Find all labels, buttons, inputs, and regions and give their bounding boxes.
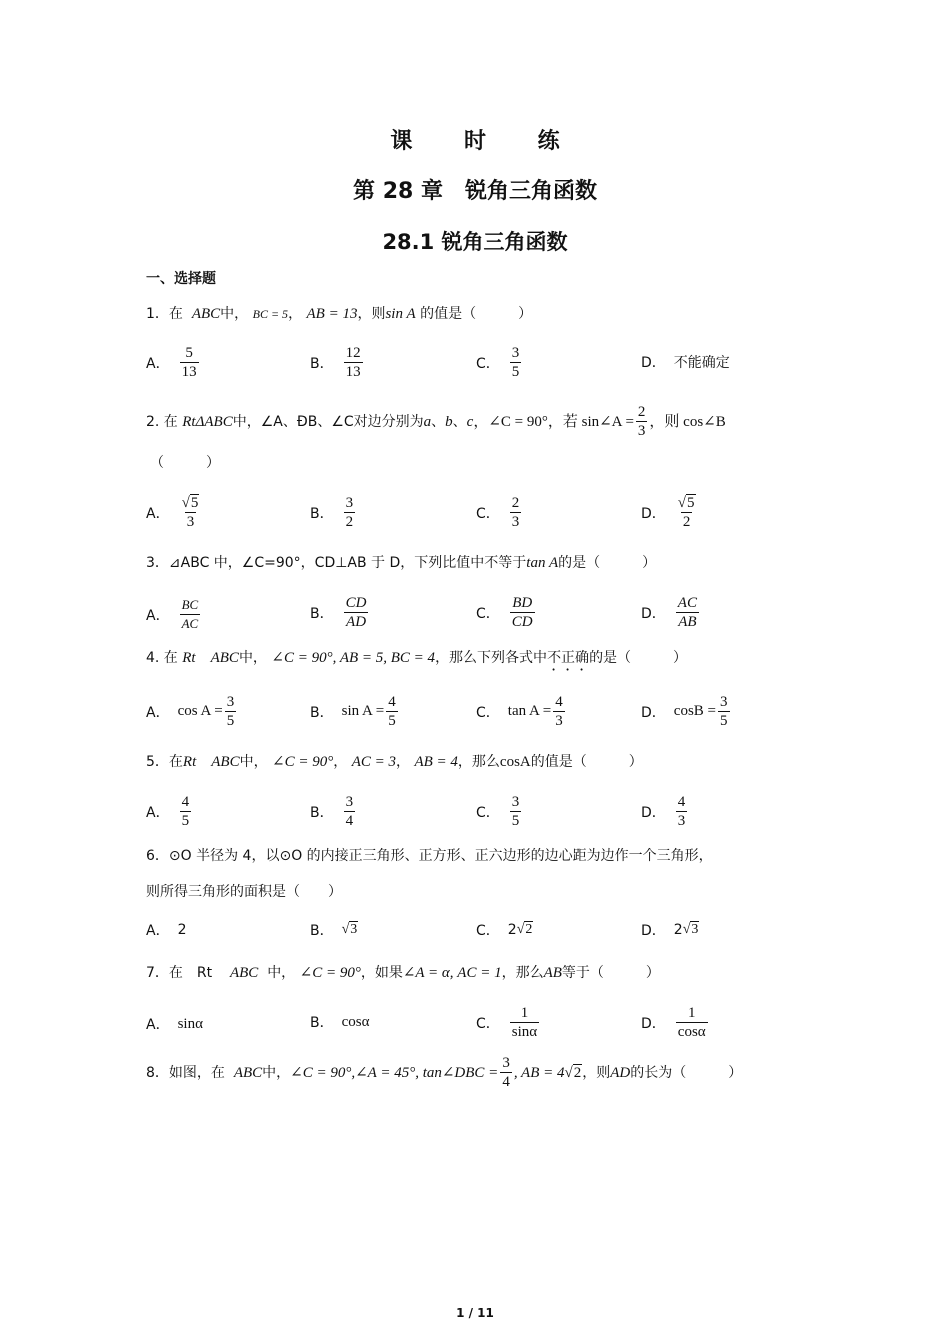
q1-cond2: AB = 13 [306, 306, 358, 322]
q5-triangle: Rt ABC [182, 754, 240, 770]
q7-option-d[interactable]: D． $\frac{1}{\cos\alpha}$ [641, 1005, 706, 1040]
fraction: $\frac{3}{5}$ [511, 794, 520, 829]
question-6-line1: 6．⊙O 半径为 4，以⊙O 的内接正三角形、正方形、正六边形的边心距为边作一个三角形， [146, 848, 713, 864]
q5-pre: 5．在 [146, 754, 183, 770]
q5-cond3: AB = 4 [414, 754, 458, 770]
chapter-title: 第 28 章 锐角三角函数 [353, 179, 597, 204]
fraction: $\frac{2}{3}$ [637, 404, 646, 439]
q7-option-b[interactable]: B． cosα [310, 1013, 370, 1031]
q7-post3: 等于（ ） [561, 965, 660, 981]
q2-pre: 2. 在 [146, 413, 178, 430]
section-title: 28.1 锐角三角函数 [382, 230, 568, 254]
fraction: $\frac{3}{4}$ [345, 794, 354, 829]
q4-option-a[interactable]: A． cos A = $\frac{3}{5}$ [146, 694, 235, 729]
q7-mid: 中， [267, 965, 296, 981]
q3-fn: tan A [526, 555, 559, 571]
fraction: $\frac{3}{5}$ [720, 694, 728, 729]
q3-option-b[interactable]: B． $\frac{CD}{AD}$ [310, 595, 367, 630]
q7-option-c[interactable]: C． $\frac{1}{\sin\alpha}$ [476, 1005, 538, 1040]
q2-mid: 中，∠A、ÐB、∠C对边分别为 [232, 413, 424, 430]
q4-emphasis: 不正确 [547, 650, 590, 666]
q4-mid: 中， [238, 650, 267, 666]
q1-mid: 中， [220, 306, 249, 322]
q6-option-c[interactable]: C． 2 √2 [476, 922, 533, 939]
q7-cond2: ∠A = α, AC = 1 [402, 965, 502, 981]
question-3 [146, 553, 656, 573]
part-heading: 一、选择题 [146, 271, 216, 287]
q4-triangle: Rt ABC [182, 650, 239, 666]
q2-option-b[interactable]: B． $\frac{3}{2}$ [310, 495, 354, 530]
fraction: $\frac{3}{5}$ [511, 345, 520, 380]
q5-cond1: ∠C = 90° [272, 754, 334, 770]
fraction: $\frac{1}{\cos\alpha}$ [677, 1005, 706, 1040]
question-6-line2: 则所得三角形的面积是（ ） [146, 884, 342, 900]
q4-option-b[interactable]: B． sin A = $\frac{4}{5}$ [310, 694, 396, 729]
q2-option-c[interactable]: C． $\frac{2}{3}$ [476, 495, 520, 530]
q7-option-a[interactable]: A． sinα [146, 1015, 203, 1033]
q3-option-c[interactable]: C． $\frac{BD}{CD}$ [476, 595, 533, 630]
q3-option-a[interactable]: A． $\frac{BC}{AC}$ [146, 597, 199, 631]
q2-option-d[interactable]: D． $\frac{√5}{2}$ [641, 494, 700, 531]
fraction: $\frac{CD}{AD}$ [345, 595, 367, 630]
fraction: $\frac{12}{13}$ [345, 345, 361, 380]
q5-option-a[interactable]: A． $\frac{4}{5}$ [146, 794, 190, 829]
q5-option-d[interactable]: D． $\frac{4}{3}$ [641, 794, 686, 829]
fraction: $\frac{2}{3}$ [511, 495, 520, 530]
q5-option-b[interactable]: B． $\frac{3}{4}$ [310, 794, 354, 829]
q8-cond2: , AB = 4 [513, 1064, 565, 1081]
q8-post2: 的长为（ ） [630, 1064, 743, 1081]
q1-option-c[interactable]: C． $\frac{3}{5}$ [476, 345, 520, 380]
fraction: $\frac{AC}{AB}$ [677, 595, 697, 630]
q7-pre: 7．在 Rt [146, 965, 213, 981]
question-1 [146, 304, 532, 324]
doc-title: 课 时 练 [390, 129, 582, 154]
q1-cond1: BC = 5 [252, 307, 289, 321]
q2-post: ，则 cos∠B [649, 413, 726, 430]
q1-triangle: ABC [191, 306, 221, 322]
q5-post1: ，那么 [457, 754, 500, 770]
fraction: $\frac{4}{5}$ [388, 694, 396, 729]
q2-cond: ，∠C = 90°，若 sin∠A = [473, 413, 634, 430]
fraction: $\frac{3}{5}$ [226, 694, 235, 729]
q8-cond: ∠C = 90°,∠A = 45°, tan∠DBC = [290, 1064, 499, 1081]
q5-fn: cosA [499, 754, 531, 770]
q5-cond2: AC = 3 [351, 754, 396, 770]
fraction: $\frac{3}{4}$ [502, 1055, 510, 1090]
q1-mid2: ，则 [357, 306, 386, 322]
q7-ab: AB [543, 965, 562, 981]
q7-post1: ，如果 [360, 965, 403, 981]
q8-mid: 中， [262, 1064, 291, 1081]
question-5: 5．在Rt ABC中， ∠C = 90°， AC = 3， AB = 4，那么cosA的值是（ ） [146, 754, 643, 770]
fraction: $\frac{4}{3}$ [677, 794, 686, 829]
q8-pre: 8．如图，在 [146, 1064, 225, 1081]
question-7 [146, 963, 660, 983]
q2-c: c [466, 413, 474, 430]
fraction: $\frac{3}{2}$ [345, 495, 354, 530]
q7-cond1: ∠C = 90° [299, 965, 361, 981]
q3-option-d[interactable]: D． $\frac{AC}{AB}$ [641, 595, 697, 630]
q4-post2: 的是（ ） [589, 650, 688, 666]
q2-b: b [445, 413, 453, 430]
fraction: $\frac{BD}{CD}$ [511, 595, 533, 630]
q4-option-d[interactable]: D． cosB = $\frac{3}{5}$ [641, 694, 728, 729]
page-number: 1 / 11 [456, 1306, 494, 1320]
q3-post: 的是（ ） [558, 555, 657, 571]
question-8 [146, 1054, 742, 1091]
q7-post2: ，那么 [501, 965, 544, 981]
question-2 [146, 403, 726, 440]
question-4 [146, 648, 687, 674]
q8-triangle: ABC [233, 1064, 263, 1081]
q2-triangle: RtΔABC [182, 413, 233, 430]
q2-a: a [423, 413, 432, 430]
q5-option-c[interactable]: C． $\frac{3}{5}$ [476, 794, 520, 829]
q2-option-a[interactable]: A． $\frac{√5}{3}$ [146, 494, 203, 531]
q2-sep: 、 [431, 413, 446, 430]
q4-option-c[interactable]: C． tan A = $\frac{4}{3}$ [476, 694, 563, 729]
sqrt: √2 [564, 1064, 582, 1081]
q1-post: 的值是（ ） [420, 306, 533, 322]
fraction: $\frac{5}{13}$ [181, 345, 197, 380]
q5-post2: 的值是（ ） [530, 754, 643, 770]
fraction: $\frac{√5}{3}$ [181, 495, 199, 530]
q7-triangle: ABC [229, 965, 259, 981]
q3-text: 3．⊿ABC 中，∠C=90°，CD⊥AB 于 D，下列比值中不等于 [146, 555, 527, 571]
q4-pre: 4. 在 [146, 650, 178, 666]
q4-cond: ∠C = 90°, AB = 5, BC = 4 [271, 650, 436, 666]
fraction: $\frac{√5}{2}$ [677, 495, 695, 530]
q8-post1: ，则 [582, 1064, 611, 1081]
q2-paren: （ ） [150, 455, 220, 471]
q1-pre: 1．在 [146, 306, 183, 322]
q1-fn: sin A [385, 306, 416, 322]
fraction: $\frac{4}{5}$ [181, 794, 190, 829]
q1-option-a[interactable]: A． $\frac{5}{13}$ [146, 345, 197, 380]
q6-option-a[interactable]: A． 2 [146, 922, 187, 939]
q6-option-d[interactable]: D． 2 √3 [641, 922, 699, 939]
fraction: $\frac{1}{\sin\alpha}$ [511, 1005, 538, 1040]
q5-mid: 中， [239, 754, 268, 770]
fraction: $\frac{BC}{AC}$ [181, 597, 199, 631]
q1-sep: ， [288, 306, 303, 322]
fraction: $\frac{4}{3}$ [555, 694, 563, 729]
q8-ad: AD [610, 1064, 631, 1081]
q2-sep: 、 [452, 413, 467, 430]
q4-post1: ，那么下列各式中 [435, 650, 548, 666]
q1-option-d[interactable]: D． 不能确定 [641, 355, 730, 371]
q6-option-b[interactable]: B． √3 [310, 922, 358, 939]
q1-option-b[interactable]: B． $\frac{12}{13}$ [310, 345, 361, 380]
